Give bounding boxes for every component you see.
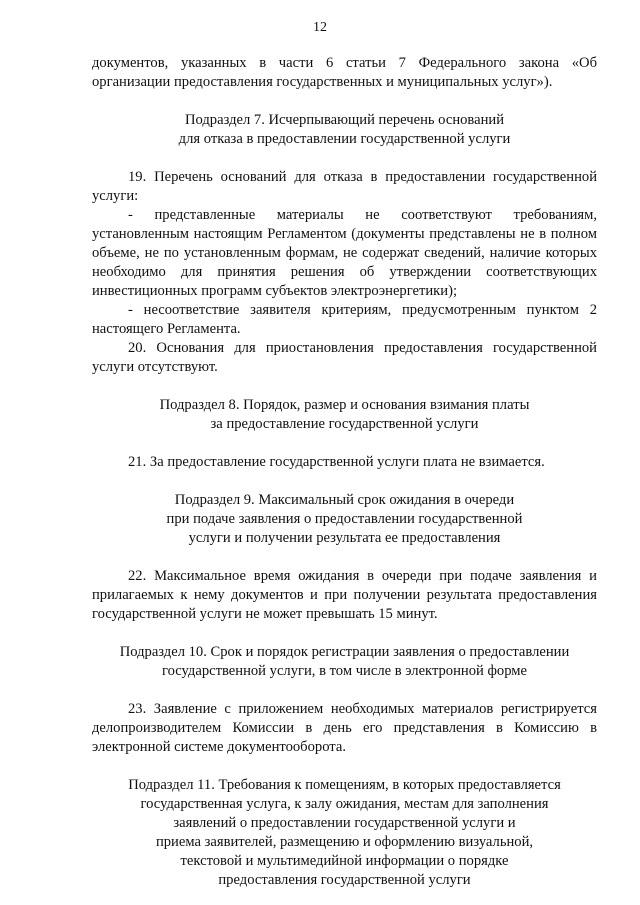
- paragraph-20: 20. Основания для приостановления предоставления государственной услуги отсутствуют.: [92, 340, 597, 375]
- list-item-2: - несоответствие заявителя критериям, предусмотренным пунктом 2 настоящего Регламента.: [92, 302, 597, 337]
- continuation-paragraph: документов, указанных в части 6 статьи 7 Федерального закона «Об организации предоставления государственных и муниципальных услуг»).: [92, 55, 597, 90]
- heading-line: текстовой и мультимедийной информации о порядке: [180, 853, 509, 869]
- document-body: [92, 54, 597, 890]
- heading-line: Подраздел 7. Исчерпывающий перечень оснований: [184, 112, 505, 128]
- subsection-7-heading: [92, 111, 597, 149]
- heading-line: предоставления государственной услуги: [218, 872, 471, 888]
- subsection-11-heading: [92, 776, 597, 890]
- subsection-9-heading: [92, 491, 597, 548]
- paragraph-19: 19. Перечень оснований для отказа в предоставлении государственной услуги:: [92, 169, 597, 204]
- heading-line: для отказа в предоставлении государственной услуги: [178, 131, 511, 147]
- heading-line: при подаче заявления о предоставлении государственной: [166, 511, 523, 527]
- heading-line: государственной услуги, в том числе в электронной форме: [161, 663, 528, 679]
- subsection-8-heading: [92, 396, 597, 434]
- subsection-10-heading: [92, 643, 597, 681]
- list-item-1: - представленные материалы не соответствуют требованиям, установленным настоящим Регламентом (документы представлены не в полном объеме, не по установленным формам, не содержат сведений, наличие которых необходимо для принятия решения об утверждении соответствующих инвестиционных программ субъектов электроэнергетики);: [92, 207, 597, 299]
- paragraph-23: 23. Заявление с приложением необходимых материалов регистрируется делопроизводителем Комиссии в день его представления в Комиссию в электронной системе документооборота.: [92, 701, 597, 755]
- page-number: 12: [313, 20, 327, 35]
- heading-line: заявлений о предоставлении государственной услуги и: [173, 815, 516, 831]
- heading-line: Подраздел 10. Срок и порядок регистрации заявления о предоставлении: [119, 644, 570, 660]
- paragraph-21: 21. За предоставление государственной услуги плата не взимается.: [128, 454, 545, 470]
- heading-line: Подраздел 11. Требования к помещениям, в которых предоставляется: [128, 777, 561, 793]
- heading-line: приема заявителей, размещению и оформлению визуальной,: [155, 834, 534, 850]
- heading-line: государственная услуга, к залу ожидания, местам для заполнения: [140, 796, 549, 812]
- heading-line: услуги и получении результата ее предоставления: [188, 530, 501, 546]
- heading-line: Подраздел 8. Порядок, размер и основания взимания платы: [159, 397, 530, 413]
- paragraph-22: 22. Максимальное время ожидания в очереди при подаче заявления и прилагаемых к нему документов и при получении результата предоставления государственной услуги не может превышать 15 минут.: [92, 568, 597, 622]
- heading-line: за предоставление государственной услуги: [210, 416, 479, 432]
- heading-line: Подраздел 9. Максимальный срок ожидания в очереди: [174, 492, 515, 508]
